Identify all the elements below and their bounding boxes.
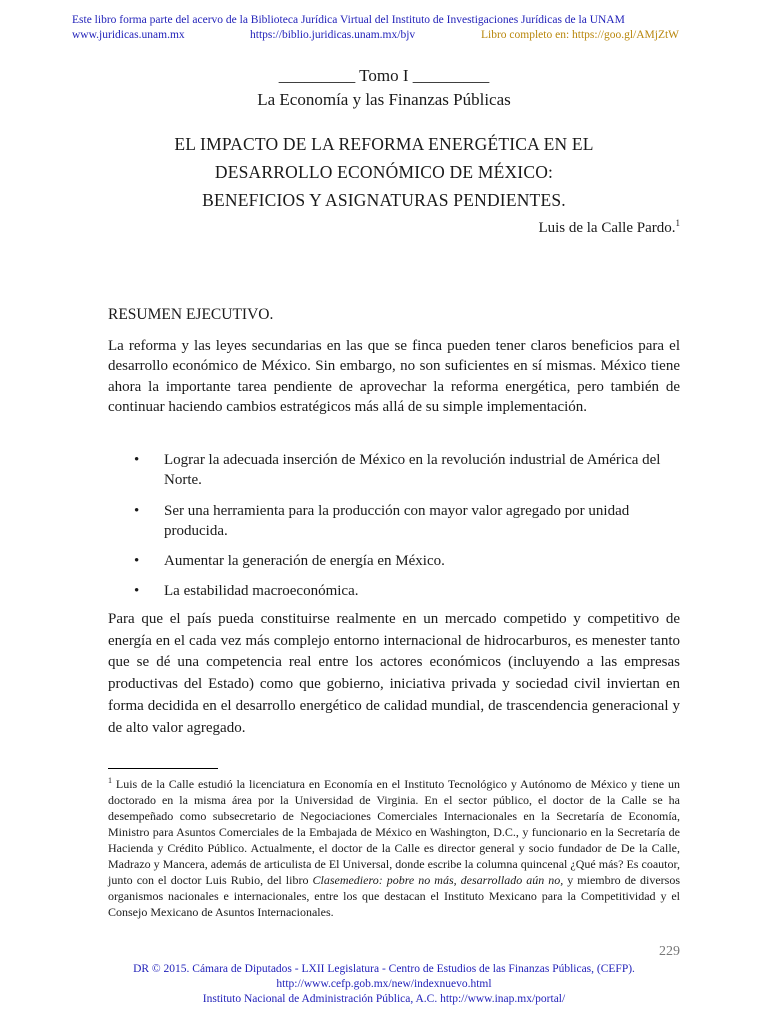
page-number: 229 [659,944,680,959]
footnote-mark: 1 [108,776,112,785]
footer-copyright: DR © 2015. Cámara de Diputados - LXII Legislatura - Centro de Estudios de las Finanzas Públicas, (CEFP). [133,963,635,975]
footnote-divider [108,768,218,769]
chapter-title [0,130,768,214]
bullet-item: • Ser una herramienta para la producción con mayor valor agregado por unidad producida. [108,501,683,542]
author-line [538,218,680,237]
author-name: Luis de la Calle Pardo. [538,220,676,236]
footnote-reference[interactable]: 1 [675,218,680,228]
footer-inap-link[interactable]: Instituto Nacional de Administración Pública, A.C. http://www.inap.mx/portal/ [202,993,566,1005]
bullet-item: • La estabilidad macroeconómica. [108,581,683,601]
header-biblio-link[interactable]: https://biblio.juridicas.unam.mx/bjv [250,29,416,41]
chapter-title-line: EL IMPACTO DE LA REFORMA ENERGÉTICA EN EL [174,134,594,154]
bullet-item: • Lograr la adecuada inserción de México en la revolución industrial de América del Norte. [108,450,683,491]
header-library-notice: Este libro forma parte del acervo de la Biblioteca Jurídica Virtual del Instituto de Investigaciones Jurídicas de la UNAM [72,14,625,26]
footnote [108,773,680,920]
section-heading: RESUMEN EJECUTIVO. [108,306,274,323]
footnote-book-title: Clasemediero: pobre no más, desarrollado aún no, [312,873,564,887]
footer-cefp-link[interactable]: http://www.cefp.gob.mx/new/indexnuevo.html [276,978,492,990]
footnote-text-end: y miembro de diversos organismos nacionales e internacionales, entre los que destacan el Instituto Mexicano para la Competitividad y el Consejo Mexicano de Asuntos Internacionales. [108,873,680,919]
header-site-link[interactable]: www.juridicas.unam.mx [72,29,185,41]
volume-label: _________ Tomo I _________ [278,66,490,85]
paragraph: La reforma y las leyes secundarias en las que se finca pueden tener claros beneficios para el desarrollo económico de México. Sin embargo, no son suficientes en sí mismas. México tiene ahora la importante tarea pendiente de aprovechar la reforma energética, pero también de continuar haciendo cambios estratégicos más allá de su simple implementación. [108,338,680,415]
volume-subtitle: La Economía y las Finanzas Públicas [257,90,511,109]
chapter-title-line: DESARROLLO ECONÓMICO DE MÉXICO: [214,162,554,182]
footnote-text: Luis de la Calle estudió la licenciatura en Economía en el Instituto Tecnológico y Autónomo de México y tiene un doctorado en la misma área por la Universidad de Virginia. En el sector público, el doctor de la Calle se ha desempeñado como subsecretario de Negociaciones Comerciales Internacionales en la Secretaría de Economía, Ministro para Asuntos Comerciales de la Embajada de México en Washington, D.C., y funcionario en la Secretaría de Hacienda y Crédito Público. Actualmente, el doctor de la Calle es director general y socio fundador de De la Calle, Madrazo y Mancera, además de articulista de El Universal, donde escribe la columna quincenal ¿Qué más? Es coautor, junto con el doctor Luis Rubio, del libro [108,777,680,887]
bullet-item: • Aumentar la generación de energía en México. [108,551,683,571]
chapter-title-line: BENEFICIOS Y ASIGNATURAS PENDIENTES. [202,190,566,210]
paragraph: Para que el país pueda constituirse realmente en un mercado competido y competitivo de energía en el cada vez más complejo entorno internacional de hidrocarburos, es menester tanto que se dé una competencia real entre los actores económicos (incluyendo a las empresas productivas del Estado) como que gobierno, iniciativa privada y sociedad civil inviertan en forma decidida en el desarrollo energético de calidad mundial, de trascendencia generacional y de alto valor agregado. [108,611,680,736]
bullet-list [108,450,683,612]
header-full-book-link[interactable]: Libro completo en: https://goo.gl/AMjZtW [481,29,680,41]
